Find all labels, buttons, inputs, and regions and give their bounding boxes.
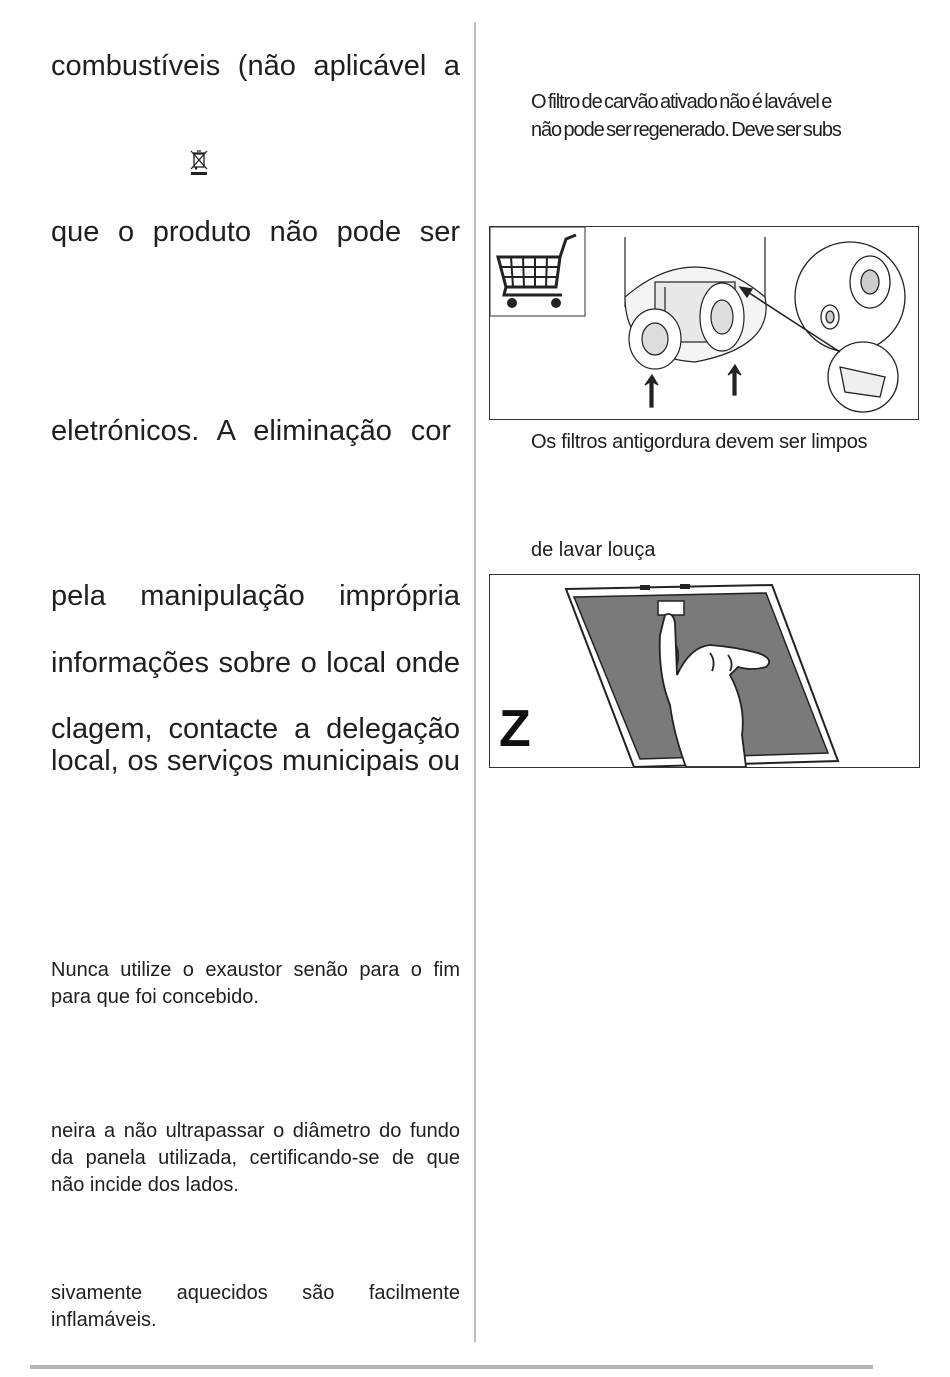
column-divider [474, 22, 476, 1342]
text-local-servicos: local, os serviços municipais ou [51, 745, 460, 777]
text-filtro-carvao-2: não pode ser regenerado. Deve ser subs [531, 119, 841, 141]
text-nunca-utilize: Nunca utilize o exaustor senão para o fim para que foi concebido. [51, 959, 460, 1008]
crossed-out-wheelie-bin-icon [189, 148, 209, 176]
text-filtros-antigordura: Os filtros antigordura devem ser limpos [531, 431, 868, 453]
text-filtro-carvao-1: O filtro de carvão ativado não é lavável e [531, 91, 832, 113]
shopping-cart-icon [490, 227, 585, 316]
text-informacoes: informações sobre o local onde [51, 647, 460, 679]
text-manipulacao: pela manipulação imprópria [51, 580, 460, 612]
hood-underside-drawing [625, 237, 766, 407]
grease-filter-figure [489, 574, 920, 768]
text-lavar-louca: de lavar louça [531, 539, 656, 561]
text-produto-nao-pode: que o produto não pode ser [51, 216, 460, 248]
text-eletronicos: eletrónicos. A eliminação cor [51, 415, 451, 447]
text-diametro-panela: neira a não ultrapassar o diâmetro do fundo da panela utilizada, certificando-se de que não incide dos lados. [51, 1120, 460, 1196]
figure-label-z: Z [499, 700, 531, 758]
text-clagem: clagem, contacte a delegação [51, 713, 460, 745]
text-inflamaveis: sivamente aquecidos são facilmente inflamáveis. [51, 1282, 460, 1331]
footer-rule [30, 1365, 873, 1369]
text-combustiveis: combustíveis (não aplicável a [51, 50, 460, 82]
charcoal-filter-figure [489, 226, 919, 420]
